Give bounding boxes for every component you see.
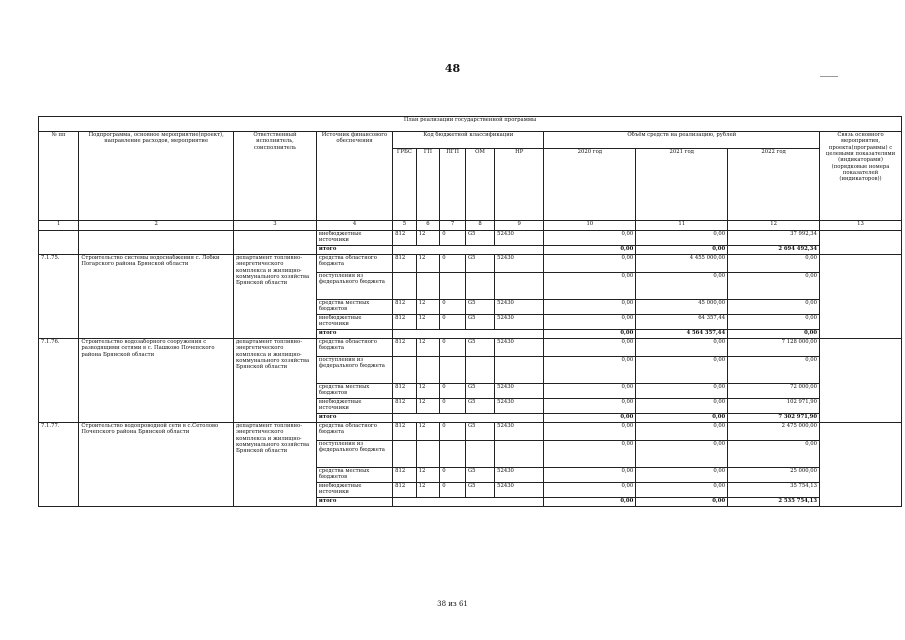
value-2022: 0,00 (728, 273, 820, 300)
table-row (39, 423, 902, 441)
value-2022: 0,00 (728, 315, 820, 330)
value-2022: 7 302 971,90 (728, 414, 820, 423)
value-2021: 0,00 (636, 423, 728, 441)
gp-cell: 12 (416, 315, 440, 330)
value-2021: 0,00 (636, 231, 728, 246)
col-number: 11 (636, 221, 728, 231)
source-cell: поступления из федерального бюджета (316, 357, 392, 384)
item-executor: департамент топливно-энергетического комплекса и жилищно-коммунального хозяйства Брянской области (234, 339, 317, 423)
source-cell: средства местных бюджетов (316, 300, 392, 315)
item-number: 7.1.75. (39, 255, 79, 339)
value-2020: 0,00 (544, 357, 636, 384)
nr-cell: 52430 (495, 468, 544, 483)
col-header-gp: ГП (416, 149, 440, 221)
col-header-budget-code: Код бюджетной классификации (393, 132, 544, 149)
col-header-executor: Ответственный исполнитель, соисполнитель (234, 132, 317, 221)
col-number: 10 (544, 221, 636, 231)
col-header-om: ОМ (465, 149, 494, 221)
value-2021: 0,00 (636, 273, 728, 300)
col-number: 8 (465, 221, 494, 231)
value-2020: 0,00 (544, 231, 636, 246)
value-2022: 0,00 (728, 357, 820, 384)
gp-cell: 12 (416, 483, 440, 498)
col-number: 4 (316, 221, 392, 231)
grbs-cell: 812 (393, 384, 417, 399)
col-number: 6 (416, 221, 440, 231)
value-2022: 25 000,00 (728, 468, 820, 483)
source-cell: итого (316, 498, 392, 507)
gp-cell: 12 (416, 468, 440, 483)
value-2020: 0,00 (544, 246, 636, 255)
col-number: 1 (39, 221, 79, 231)
value-2022: 0,00 (728, 441, 820, 468)
item-name: Строительство водозаборного сооружения с разводящими сетями в с. Пашково Почепского района Брянской области (79, 339, 234, 423)
source-cell: средства местных бюджетов (316, 468, 392, 483)
om-cell: G5 (465, 339, 494, 357)
source-cell: внебюджетные источники (316, 483, 392, 498)
source-cell: итого (316, 246, 392, 255)
grbs-cell: 812 (393, 231, 417, 246)
source-cell: внебюджетные источники (316, 315, 392, 330)
pgp-cell: 0 (440, 423, 466, 441)
nr-cell: 52430 (495, 315, 544, 330)
page-number: 48 (444, 62, 461, 75)
value-2022: 7 128 000,00 (728, 339, 820, 357)
value-2022: 2 535 754,13 (728, 498, 820, 507)
col-header-link: Связь основного мероприятия, проекта(программы) с целевыми показателями (индикаторами) (порядковые номера показателей (индикаторов)) (820, 132, 902, 221)
value-2021: 0,00 (636, 357, 728, 384)
col-header-pgp: ПГП (440, 149, 466, 221)
col-header-nr: НР (495, 149, 544, 221)
gp-cell: 12 (416, 384, 440, 399)
source-cell: средства областного бюджета (316, 339, 392, 357)
nr-cell: 52430 (495, 399, 544, 414)
om-cell: G5 (465, 231, 494, 246)
source-cell: поступления из федерального бюджета (316, 273, 392, 300)
item-number: 7.1.76. (39, 339, 79, 423)
om-cell: G5 (465, 300, 494, 315)
value-2021: 0,00 (636, 339, 728, 357)
value-2022: 37 992,34 (728, 231, 820, 246)
col-number: 7 (440, 221, 466, 231)
page-footer: 38 из 61 (437, 600, 468, 608)
item-name: Строительство системы водоснабжения с. Лобки Погарского района Брянской области (79, 255, 234, 339)
col-header-2022: 2022 год (728, 149, 820, 221)
grbs-cell: 812 (393, 423, 417, 441)
col-number: 12 (728, 221, 820, 231)
col-header-source: Источник финансового обеспечения (316, 132, 392, 221)
value-2022: 72 000,00 (728, 384, 820, 399)
grbs-cell: 812 (393, 255, 417, 273)
pgp-cell: 0 (440, 399, 466, 414)
col-number: 9 (495, 221, 544, 231)
source-cell: итого (316, 330, 392, 339)
value-2020: 0,00 (544, 384, 636, 399)
value-2021: 0,00 (636, 246, 728, 255)
pgp-cell: 0 (440, 300, 466, 315)
item-executor: департамент топливно-энергетического комплекса и жилищно-коммунального хозяйства Брянской области (234, 255, 317, 339)
nr-cell: 52430 (495, 231, 544, 246)
value-2022: 0,00 (728, 330, 820, 339)
gp-cell: 12 (416, 423, 440, 441)
grbs-cell: 812 (393, 483, 417, 498)
om-cell: G5 (465, 384, 494, 399)
value-2021: 0,00 (636, 483, 728, 498)
value-2021: 64 357,44 (636, 315, 728, 330)
grbs-cell: 812 (393, 468, 417, 483)
col-header-subprogram: Подпрограмма, основное мероприятие(проект), направление расходов, мероприятие (79, 132, 234, 221)
table-row (39, 231, 902, 246)
grbs-cell: 812 (393, 300, 417, 315)
col-number: 3 (234, 221, 317, 231)
value-2022: 102 971,90 (728, 399, 820, 414)
value-2020: 0,00 (544, 483, 636, 498)
value-2020: 0,00 (544, 330, 636, 339)
nr-cell: 52430 (495, 483, 544, 498)
om-cell: G5 (465, 483, 494, 498)
value-2021: 0,00 (636, 498, 728, 507)
table-row (39, 339, 902, 357)
value-2021: 4 564 357,44 (636, 330, 728, 339)
om-cell: G5 (465, 423, 494, 441)
value-2021: 0,00 (636, 441, 728, 468)
table-title: План реализации государственной программы (39, 117, 902, 132)
nr-cell: 52430 (495, 423, 544, 441)
value-2020: 0,00 (544, 255, 636, 273)
nr-cell: 52430 (495, 255, 544, 273)
col-header-2020: 2020 год (544, 149, 636, 221)
source-cell: средства областного бюджета (316, 423, 392, 441)
source-cell: средства местных бюджетов (316, 384, 392, 399)
pgp-cell: 0 (440, 483, 466, 498)
value-2022: 2 475 000,00 (728, 423, 820, 441)
item-number: 7.1.77. (39, 423, 79, 507)
pgp-cell: 0 (440, 315, 466, 330)
grbs-cell: 812 (393, 315, 417, 330)
nr-cell: 52430 (495, 339, 544, 357)
margin-mark (820, 76, 838, 77)
pgp-cell: 0 (440, 339, 466, 357)
gp-cell: 12 (416, 231, 440, 246)
col-header-no: № пп (39, 132, 79, 221)
nr-cell: 52430 (495, 300, 544, 315)
source-cell: поступления из федерального бюджета (316, 441, 392, 468)
value-2021: 0,00 (636, 414, 728, 423)
grbs-cell: 812 (393, 339, 417, 357)
om-cell: G5 (465, 399, 494, 414)
col-number: 13 (820, 221, 902, 231)
value-2021: 0,00 (636, 399, 728, 414)
pgp-cell: 0 (440, 231, 466, 246)
value-2020: 0,00 (544, 339, 636, 357)
value-2022: 0,00 (728, 255, 820, 273)
value-2022: 2 694 492,34 (728, 246, 820, 255)
value-2020: 0,00 (544, 273, 636, 300)
item-name: Строительство водопроводной сети в с.Сетолово Почепского района Брянской области (79, 423, 234, 507)
value-2020: 0,00 (544, 423, 636, 441)
value-2021: 0,00 (636, 384, 728, 399)
col-header-grbs: ГРБС (393, 149, 417, 221)
source-cell: внебюджетные источники (316, 399, 392, 414)
col-number: 2 (79, 221, 234, 231)
col-header-volume: Объём средств на реализацию, рублей (544, 132, 820, 149)
item-executor: департамент топливно-энергетического комплекса и жилищно-коммунального хозяйства Брянской области (234, 423, 317, 507)
col-number: 5 (393, 221, 417, 231)
om-cell: G5 (465, 315, 494, 330)
value-2022: 35 754,13 (728, 483, 820, 498)
value-2020: 0,00 (544, 468, 636, 483)
value-2020: 0,00 (544, 399, 636, 414)
pgp-cell: 0 (440, 468, 466, 483)
source-cell: внебюджетные источники (316, 231, 392, 246)
gp-cell: 12 (416, 300, 440, 315)
source-cell: средства областного бюджета (316, 255, 392, 273)
source-cell: итого (316, 414, 392, 423)
value-2022: 0,00 (728, 300, 820, 315)
gp-cell: 12 (416, 339, 440, 357)
value-2021: 4 455 000,00 (636, 255, 728, 273)
gp-cell: 12 (416, 399, 440, 414)
pgp-cell: 0 (440, 384, 466, 399)
grbs-cell: 812 (393, 399, 417, 414)
om-cell: G5 (465, 255, 494, 273)
value-2020: 0,00 (544, 300, 636, 315)
col-header-2021: 2021 год (636, 149, 728, 221)
value-2020: 0,00 (544, 441, 636, 468)
table-row (39, 255, 902, 273)
plan-table (38, 116, 902, 507)
value-2021: 0,00 (636, 468, 728, 483)
nr-cell: 52430 (495, 384, 544, 399)
pgp-cell: 0 (440, 255, 466, 273)
value-2020: 0,00 (544, 414, 636, 423)
value-2021: 45 000,00 (636, 300, 728, 315)
om-cell: G5 (465, 468, 494, 483)
value-2020: 0,00 (544, 315, 636, 330)
gp-cell: 12 (416, 255, 440, 273)
value-2020: 0,00 (544, 498, 636, 507)
